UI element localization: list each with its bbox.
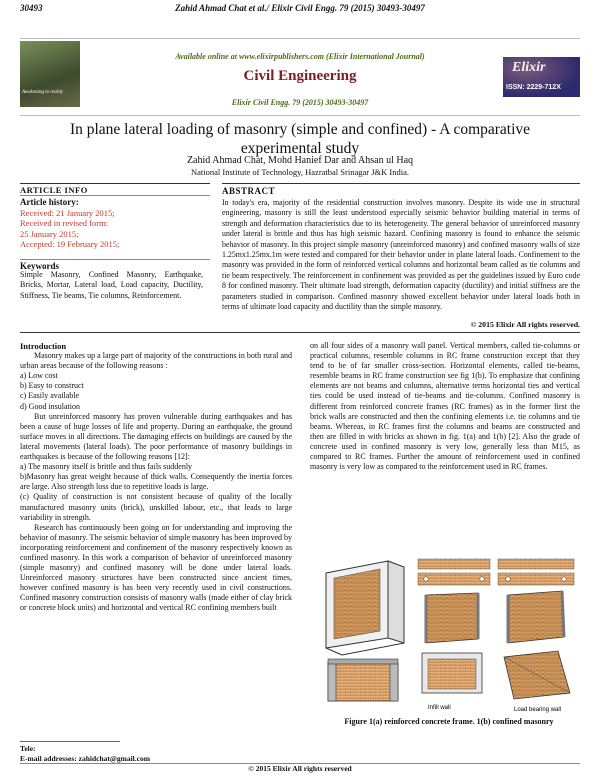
page-number: 30493 [20,3,43,13]
article-info-heading: ARTICLE INFO [20,185,88,195]
right-column [310,341,580,472]
keywords-heading: Keywords [20,261,59,271]
availability-line: Available online at www.elixirpublishers.com (Elixir International Journal) [175,52,425,61]
list-item: d) Good insulation [20,401,80,411]
footer-copyright: © 2015 Elixir All rights reserved [248,764,352,773]
abstract-top-rule [222,183,580,184]
rc-frame-detail [328,659,398,701]
intro-paragraph-3: Research has continuously been going on for understanding and improving the behavior of masonry. The seismic behavior of simple masonry has been improved by incorporating reinforcement and confinement of the masonry respectively known as confined masonry. In this work a comparison of behavior of unreinforced masonry (simple masonry) and confined masonry will be done under lateral loads. Unreinforced masonry structures have been constructed since ancient times, however confined masonry is has been very recently used in civil constructions. Confined masonry construction consists of masonry walls (made either of clay brick or concrete block units) and horizontal and vertical RC confining members built [20,522,292,613]
list-item: a) Low cost [20,371,58,381]
authors: Zahid Ahmad Chat, Mohd Hanief Dar and Ahsan ul Haq [186,155,414,166]
info-top-rule [20,183,210,184]
info-rule [20,195,210,196]
publisher-logo [20,41,80,107]
left-column [20,341,292,614]
confined-masonry-row-1 [418,559,574,585]
list-item: (c) Quality of construction is not consistent because of quality of the locally manufactured masonry units (brick), unskilled labour, etc., that leads to large variability in strength. [20,492,292,522]
fig-label-load-bearing: Load bearing wall [514,707,562,713]
abstract-bottom-rule [20,332,580,333]
rc-frame-drawing [326,561,404,655]
list-item: b)Masonry has great weight because of thick walls. Consequently the inertia forces are large. Also strength loss due to repetitive loads is large. [20,472,292,492]
confined-masonry-row-2 [426,591,564,643]
citation-line: Elixir Civil Engg. 79 (2015) 30493-30497 [231,98,369,107]
affiliation: National Institute of Technology, Hazratbal Srinagar J&K India. [191,167,409,177]
running-head: Zahid Ahmad Chat et al./ Elixir Civil Engg. 79 (2015) 30493-30497 [175,3,425,13]
revised-date: 25 January 2015; [20,228,79,239]
list-item: b) Easy to construct [20,381,84,391]
journal-name: Civil Engineering [243,68,357,84]
abstract-heading: ABSTRACT [222,186,276,196]
list-item: a) The masonry itself is brittle and thus fails suddenly [20,462,193,472]
keywords-rule [20,259,210,260]
confined-masonry-row-3 [422,651,570,699]
intro-paragraph-2: But unreinforced masonry has proven vulnerable during earthquakes and has been a cause of huge losses of life and property. During an earthquake, the ground surface moves in all directions. The damaging effects on buildings are caused by the lateral movements (lateral loads). The poor performance of masonry buildings in earthquakes is because of the following reasons [12]: [20,411,292,462]
intro-paragraph-1: Masonry makes up a large part of majority of the constructions in both rural and urban areas because of the following reasons : [20,351,292,371]
article-history [20,197,210,250]
received-date: Received: 21 January 2015; [20,207,115,218]
figure-caption: Figure 1(a) reinforced concrete frame. 1(b) confined masonry [344,717,554,726]
list-item: c) Easily available [20,391,80,401]
footer-tele: Tele: [20,744,36,753]
abstract-copyright: © 2015 Elixir All rights reserved. [470,320,580,329]
keywords: Simple Masonry, Confined Masonry, Earthquake, Bricks, Mortar, Lateral load, Load capacity, Ductility, Stiffness, Tie beams, Tie columns, Reinforcement. [20,270,203,300]
accepted-date: Accepted: 19 February 2015; [20,239,120,249]
abstract-text: In today's era, majority of the residential construction involves masonry. Despite its wide use in structural engineering, masonry is still the least understood especially seismic behavior building material in terms of strength and deformation characteristics due to its heterogeneity. The general behavior of unreinforced masonry under lateral is brittle and thus has high seismic hazard. Confining masonry is found to enhance the seismic behavior of masonry. In this project simple masonry (unreinforced masonry) and confined masonry walls of size 1.25mx1.25mx.1m were tested and compared for their behavior under in plane lateral loads. Confinement to the masonry was provided in the form of reinforced vertical columns and horizontal beam called as tie columns and tie beam respectively. The reinforcement in confinement was provided as per the guidelines issued by Euro code 8 for confined masonry. Their ultimate load strength, deformation capacity (ductility) and initial stiffness are the parameters studied in comparison. Confined masonry showed excellent behavior under lateral loads both in terms of ultimate load capacity and ductility than the simple masonry. [222,198,580,312]
elixir-logo-name: Elixir [512,60,546,75]
paper-title: In plane lateral loading of masonry (simple and confined) - A comparative experimental study [69,121,531,157]
footer-email: E-mail addresses: zahidchat@gmail.com [20,754,150,763]
publisher-logo-text: Awakening to reality [22,90,64,95]
issn-label: ISSN: 2229-712X [506,84,561,91]
figure-1 [318,553,580,716]
right-paragraph-1: on all four sides of a masonry wall panel. Vertical members, called tie-columns or practical columns, resemble columns in RC frame construction except that they tend to be of far smaller cross-section. Horizontal elements, called tie-beams, resemble beams in RC frame construction see fig 1(b). To emphasize that confining elements are not beams and columns, alternative terms horizontal ties and vertical ties could be used instead of tie-beams and tie-columns. Confined masonry is different from reinforced concrete frames (RC frames) as in the former first the brick walls are constructed and then the confining elements i.e. tie columns and tie beams. Whereas, in RC frames first the columns and beams are constructed and then are filled in with bricks as shown in fig. 1(a) and 1(b) [2]. Also the grade of concrete used in confined masonry is very low, generally less than M15, as compared to RC frames. Further the amount of reinforcement used in confined masonry is very low as compared to the reinforcement used in RC frames. [310,341,580,472]
history-heading: Article history: [20,197,79,207]
fig-label-infill: Infill wall [428,705,451,711]
revised-label: Received in revised form: [20,218,109,228]
footer-rule [20,741,120,742]
introduction-heading: Introduction [20,341,67,351]
